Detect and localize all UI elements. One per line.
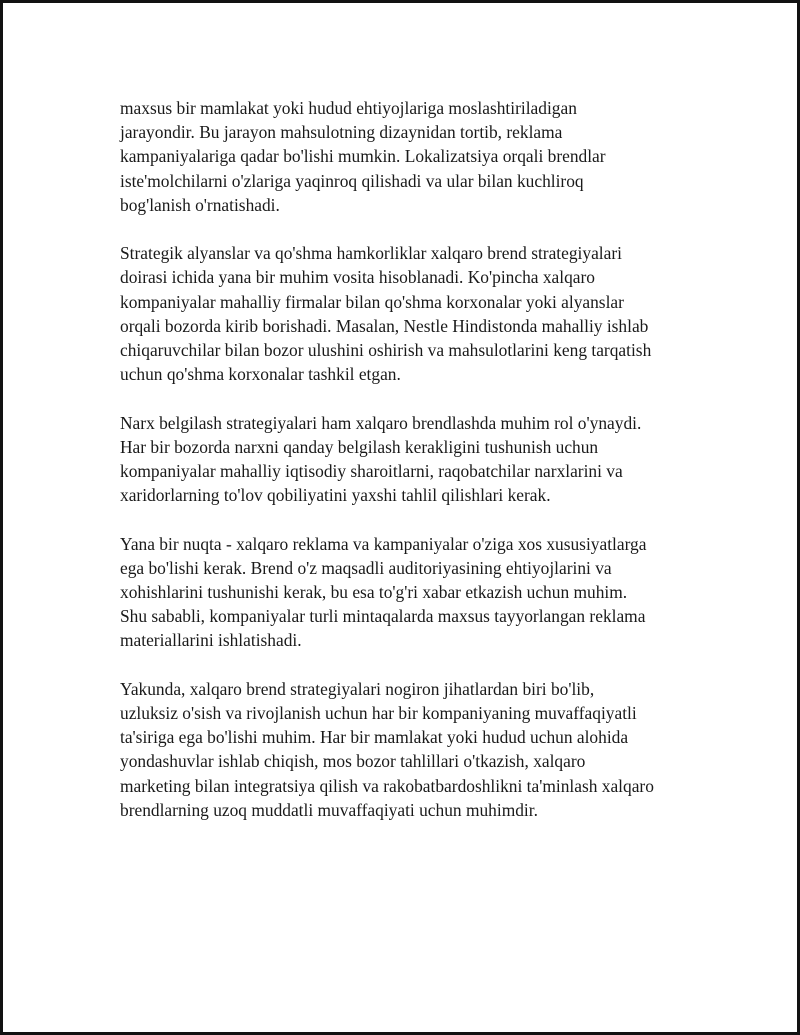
paragraph-pricing: Narx belgilash strategiyalari ham xalqaro brendlashda muhim rol o'ynaydi. Har bir bozorda narxni qanday belgilash kerakligini tushunish uchun kompaniyalar mahalliy iqtisodiy sharoitlarni, raqobatchilar narxlarini va xaridorlarning to'lov qobiliyatini yaxshi tahlil qilishlari kerak. — [120, 412, 642, 506]
paragraph-conclusion: Yakunda, xalqaro brend strategiyalari nogiron jihatlardan biri bo'lib, uzluksiz o'sish va rivojlanish uchun har bir kompaniyaning muvaffaqiyatli ta'siriga ega bo'lishi muhim. Har bir mamlakat yoki hudud uchun alohida yondashuvlar ishlab chiqish, mos bozor tahlillari o'tkazish, xalqaro marketing bilan integratsiya qilish va rakobatbardoshlikni ta'minlash xalqaro brendlarning uzoq muddatli muvaffaqiyati uchun muhimdir. — [120, 678, 654, 820]
paragraph-strategic-alliances: Strategik alyanslar va qo'shma hamkorliklar xalqaro brend strategiyalari doirasi ichida yana bir muhim vosita hisoblanadi. Ko'pincha xalqaro kompaniyalar mahalliy firmalar bilan qo'shma korxonalar yoki alyanslar orqali bozorda kirib borishadi. Masalan, Nestle Hindistonda mahalliy ishlab chiqaruvchilar bilan bozor ulushini oshirish va mahsulotlarini keng tarqatish uchun qo'shma korxonalar tashkil etgan. — [120, 243, 652, 385]
document-body — [120, 96, 710, 846]
paragraph-localization: maxsus bir mamlakat yoki hudud ehtiyojlariga moslashtiriladigan jarayondir. Bu jarayon mahsulotning dizaynidan tortib, reklama kampaniyalariga qadar bo'lishi mumkin. Lokalizatsiya orqali brendlar iste'molchilarni o'zlariga yaqinroq qilishadi va ular bilan kuchliroq bog'lanish o'rnatishadi. — [120, 98, 606, 215]
paragraph-advertising: Yana bir nuqta - xalqaro reklama va kampaniyalar o'ziga xos xususiyatlarga ega bo'lishi kerak. Brend o'z maqsadli auditoriyasining ehtiyojlarini va xohishlarini tushunishi kerak, bu esa to'g'ri xabar etkazish uchun muhim. Shu sababli, kompaniyalar turli mintaqalarda maxsus tayyorlangan reklama materiallarini ishlatishadi. — [120, 533, 647, 651]
